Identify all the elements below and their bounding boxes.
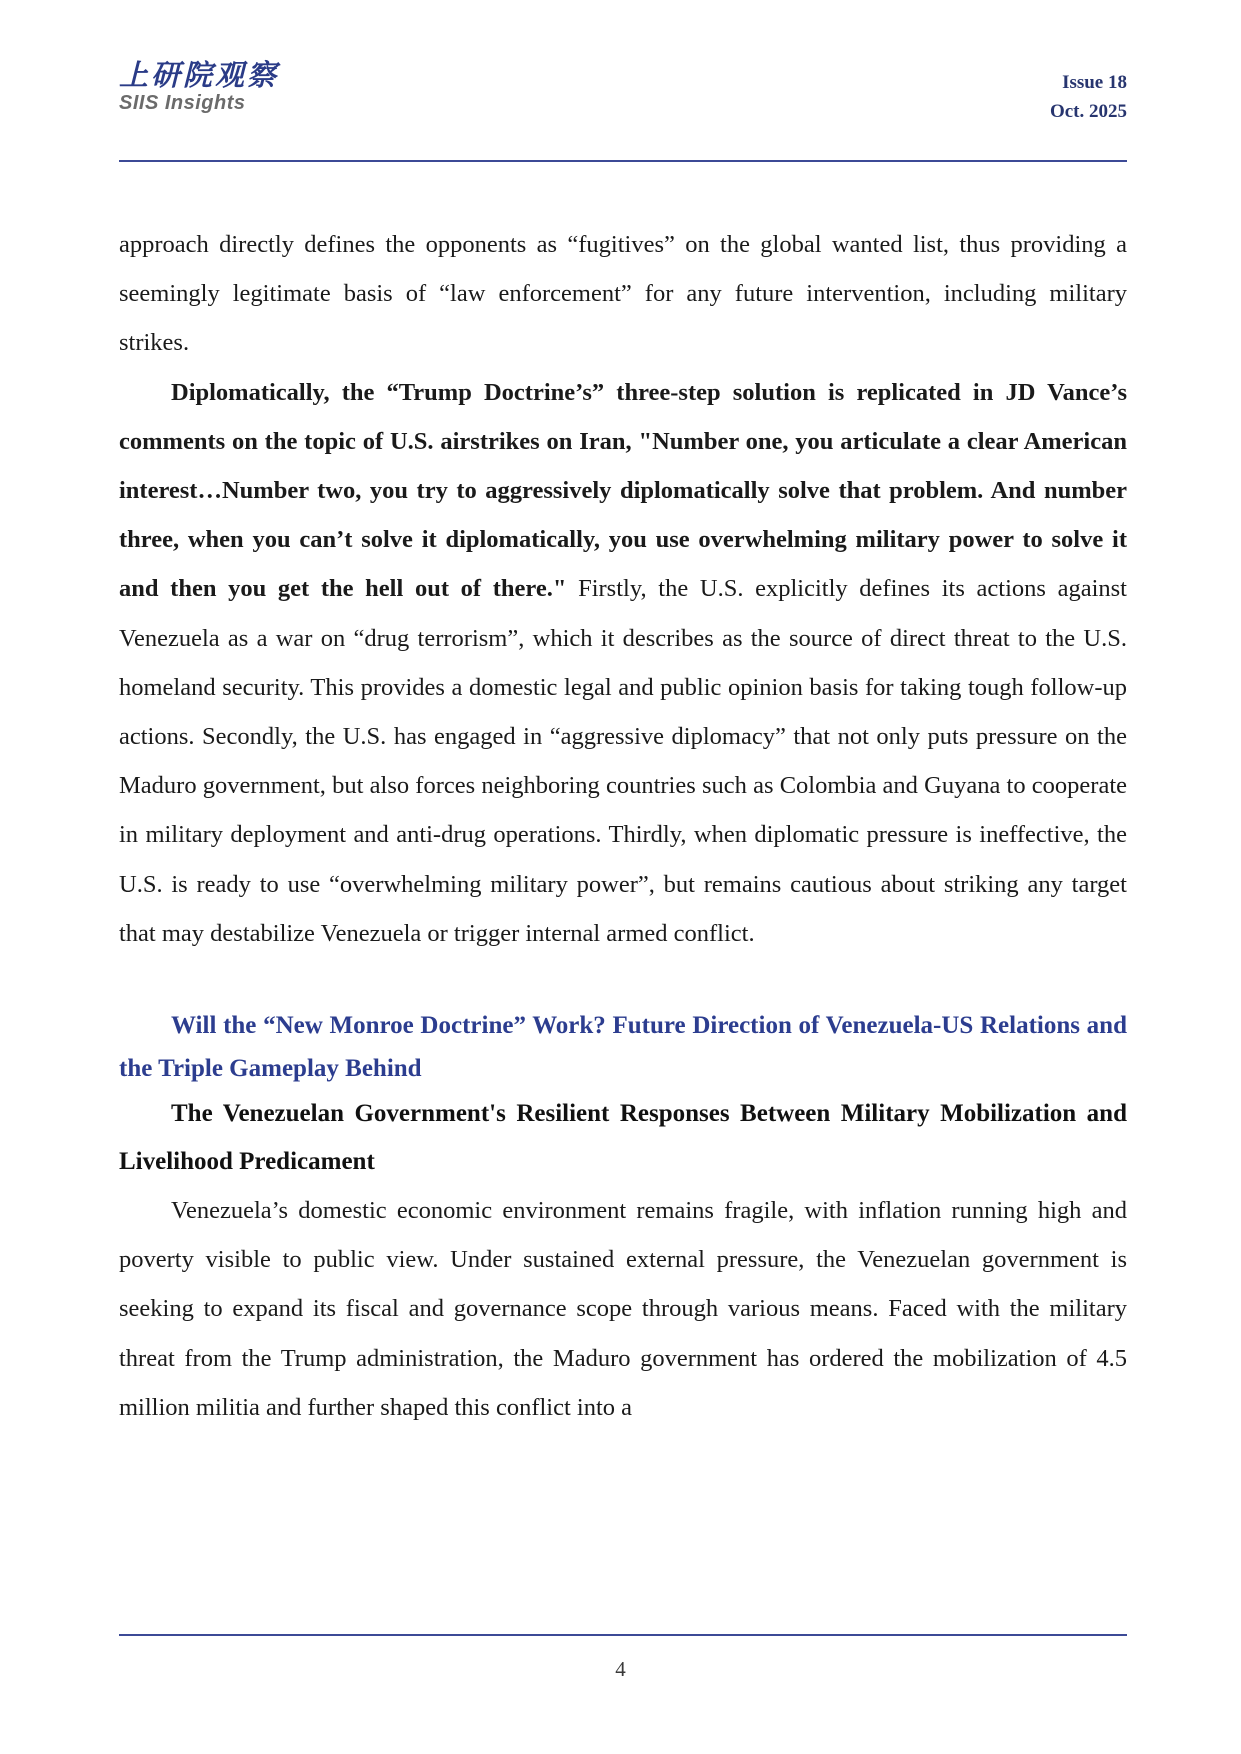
issue-date: Oct. 2025: [1049, 101, 1127, 123]
sub-heading-venezuelan-government: The Venezuelan Government's Resilient Responses Between Military Mobilization and Livelihood Predicament: [119, 1100, 1127, 1176]
page-header: [119, 44, 1127, 148]
page-content: [119, 220, 1127, 1432]
paragraph-venezuela-economy-text: Venezuela’s domestic economic environment remains fragile, with inflation running high and poverty visible to public view. Under sustained external pressure, the Venezuelan government is seeking to expand its fiscal and governance scope through various means. Faced with the military threat from the Trump administration, the Maduro government has ordered the mobilization of 4.5 million militia and further shaped this conflict into a: [119, 1197, 1127, 1421]
masthead-english-title: SIIS Insights: [119, 92, 246, 115]
section-heading-monroe-doctrine: Will the “New Monroe Doctrine” Work? Future Direction of Venezuela-US Relations and the Triple Gameplay Behind: [119, 1012, 1127, 1083]
paragraph-continuation-text: approach directly defines the opponents as “fugitives” on the global wanted list, thus providing a seemingly legitimate basis of “law enforcement” for any future intervention, including military strikes.: [119, 231, 1127, 357]
page-number: 4: [615, 1657, 626, 1681]
paragraph-trump-doctrine-regular: Firstly, the U.S. explicitly defines its actions against Venezuela as a war on “drug terrorism”, which it describes as the source of direct threat to the U.S. homeland security. This provides a domestic legal and public opinion basis for taking tough follow-up actions. Secondly, the U.S. has engaged in “aggressive diplomacy” that not only puts pressure on the Maduro government, but also forces neighboring countries such as Colombia and Guyana to cooperate in military deployment and anti-drug operations. Thirdly, when diplomatic pressure is ineffective, the U.S. is ready to use “overwhelming military power”, but remains cautious about striking any target that may destabilize Venezuela or trigger internal armed conflict.: [119, 575, 1127, 947]
footer-divider: [119, 1634, 1127, 1636]
section-spacer: [119, 958, 1127, 1004]
paragraph-trump-doctrine-bold: Diplomatically, the “Trump Doctrine’s” three-step solution is replicated in JD Vance’s comments on the topic of U.S. airstrikes on Iran, "Number one, you articulate a clear American interest…Number two, you try to aggressively diplomatically solve that problem. And number three, when you can’t solve it diplomatically, you use overwhelming military power to solve it and then you get the hell out of there.": [119, 378, 1127, 603]
issue-number: Issue 18: [1062, 72, 1127, 93]
paragraph-continuation: [119, 220, 1127, 368]
paragraph-trump-doctrine: [119, 368, 1127, 958]
paragraph-venezuela-economy: [119, 1186, 1127, 1432]
issue-info: [1050, 44, 1127, 127]
masthead-logo: [119, 44, 279, 115]
masthead-chinese-title: 上研院观察: [119, 58, 280, 92]
header-divider: [119, 160, 1127, 162]
